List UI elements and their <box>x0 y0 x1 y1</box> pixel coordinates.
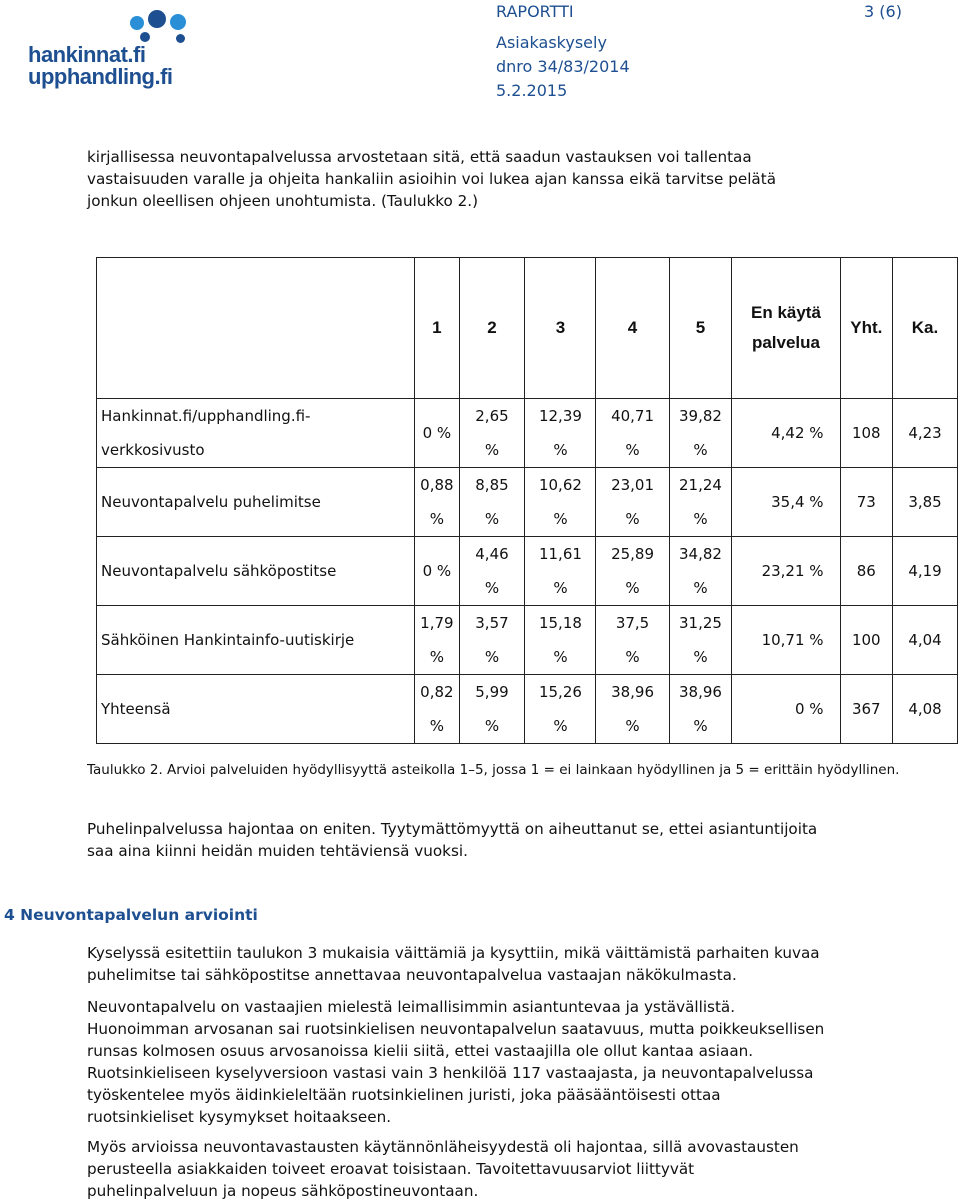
header-scale-4: 4 <box>596 258 669 399</box>
cell-scale-5: 21,24 % <box>669 468 732 537</box>
cell-no-use: 35,4 % <box>732 468 840 537</box>
row-label: Neuvontapalvelu sähköpostitse <box>97 537 415 606</box>
header-scale-2: 2 <box>459 258 525 399</box>
logo-line-2: upphandling.fi <box>28 64 173 89</box>
paragraph-questions: Kyselyssä esitettiin taulukon 3 mukaisia väittämiä ja kysyttiin, mikä väittämistä parhaiten kuvaa puhelimitse tai sähköpostitse annettavaa neuvontapalvelua vastaajan näkökulmasta. <box>87 944 820 984</box>
hankinnat-logo <box>28 6 218 89</box>
reference-number: dnro 34/83/2014 <box>496 57 630 76</box>
table-caption: Taulukko 2. Arvioi palveluiden hyödyllisyyttä asteikolla 1–5, jossa 1 = ei lainkaan hyödyllinen ja 5 = erittäin hyödyllinen. <box>87 762 900 778</box>
section-heading: 4 Neuvontapalvelun arviointi <box>4 906 258 924</box>
row-label: Hankinnat.fi/upphandling.fi- verkkosivusto <box>97 399 415 468</box>
cell-scale-1: 0,82 % <box>415 675 459 744</box>
cell-scale-4: 38,96 % <box>596 675 669 744</box>
logo-line-1: hankinnat.fi <box>28 42 146 67</box>
cell-total: 100 <box>840 606 893 675</box>
cell-no-use: 10,71 % <box>732 606 840 675</box>
cell-average: 4,04 <box>893 606 958 675</box>
cell-scale-5: 31,25 % <box>669 606 732 675</box>
cell-scale-2: 4,46 % <box>459 537 525 606</box>
cell-scale-4: 37,5 % <box>596 606 669 675</box>
page-number: 3 (6) <box>864 2 902 21</box>
report-label: RAPORTTI <box>496 2 574 21</box>
report-subtitle: Asiakaskysely <box>496 33 607 52</box>
cell-no-use: 0 % <box>732 675 840 744</box>
cell-average: 3,85 <box>893 468 958 537</box>
table-row <box>97 606 958 675</box>
header-no-use: En käytä palvelua <box>732 258 840 399</box>
row-label: Sähköinen Hankintainfo-uutiskirje <box>97 606 415 675</box>
paragraph-practicality: Myös arvioissa neuvontavastausten käytännönläheisyydestä oli hajontaa, sillä avovastausten perusteella asiakkaiden toiveet eroavat toisistaan. Tavoitettavuusarviot liittyvät puhelinpalveluun ja nopeus sähköpostineuvontaan. <box>87 1138 799 1200</box>
cell-scale-4: 23,01 % <box>596 468 669 537</box>
cell-scale-2: 2,65 % <box>459 399 525 468</box>
cell-scale-2: 5,99 % <box>459 675 525 744</box>
table-row <box>97 675 958 744</box>
header-total: Yht. <box>840 258 893 399</box>
header-scale-5: 5 <box>669 258 732 399</box>
usefulness-table <box>96 257 958 744</box>
cell-scale-4: 40,71 % <box>596 399 669 468</box>
cell-average: 4,19 <box>893 537 958 606</box>
cell-average: 4,08 <box>893 675 958 744</box>
cell-scale-3: 15,26 % <box>525 675 596 744</box>
cell-scale-5: 39,82 % <box>669 399 732 468</box>
header-empty <box>97 258 415 399</box>
row-label: Neuvontapalvelu puhelimitse <box>97 468 415 537</box>
cell-scale-1: 0 % <box>415 537 459 606</box>
cell-total: 86 <box>840 537 893 606</box>
cell-scale-1: 0,88 % <box>415 468 459 537</box>
cell-scale-2: 8,85 % <box>459 468 525 537</box>
cell-total: 73 <box>840 468 893 537</box>
cell-scale-5: 38,96 % <box>669 675 732 744</box>
row-label: Yhteensä <box>97 675 415 744</box>
cell-scale-3: 15,18 % <box>525 606 596 675</box>
cell-average: 4,23 <box>893 399 958 468</box>
cell-scale-2: 3,57 % <box>459 606 525 675</box>
cell-scale-1: 1,79 % <box>415 606 459 675</box>
cell-scale-3: 11,61 % <box>525 537 596 606</box>
table-header-row <box>97 258 958 399</box>
header-average: Ka. <box>893 258 958 399</box>
table-row <box>97 468 958 537</box>
cell-scale-1: 0 % <box>415 399 459 468</box>
cell-scale-5: 34,82 % <box>669 537 732 606</box>
cell-scale-3: 12,39 % <box>525 399 596 468</box>
cell-no-use: 23,21 % <box>732 537 840 606</box>
header-scale-3: 3 <box>525 258 596 399</box>
cell-scale-4: 25,89 % <box>596 537 669 606</box>
table-row <box>97 399 958 468</box>
cell-no-use: 4,42 % <box>732 399 840 468</box>
intro-paragraph: kirjallisessa neuvontapalvelussa arvostetaan sitä, että saadun vastauksen voi tallentaa vastaisuuden varalle ja ohjeita hankaliin asioihin voi lukea ajan kanssa eikä tarvitse pelätä jonkun oleellisen ohjeen unohtumista. (Taulukko 2.) <box>87 148 777 210</box>
cell-total: 108 <box>840 399 893 468</box>
note-paragraph: Puhelinpalvelussa hajontaa on eniten. Tyytymättömyyttä on aiheuttanut se, ettei asiantuntijoita saa aina kiinni heidän muiden tehtäviensä vuoksi. <box>87 820 818 860</box>
report-date: 5.2.2015 <box>496 81 568 100</box>
header-scale-1: 1 <box>415 258 459 399</box>
cell-total: 367 <box>840 675 893 744</box>
table-row <box>97 537 958 606</box>
paragraph-results: Neuvontapalvelu on vastaajien mielestä leimallisimmin asiantuntevaa ja ystävällistä. Huonoimman arvosanan sai ruotsinkielisen neuvontapalvelun saatavuus, mutta poikkeuksellisen runsas kolmosen osuus arvosanoissa kielii siitä, ettei vastaajilla ole ollut kantaa asiaan. Ruotsinkieliseen kyselyversioon vastasi vain 3 henkilöä 117 vastaajasta, ja neuvontapalvelussa työskentelee myös äidinkieleltään ruotsinkielinen juristi, joka pääsääntöisesti ottaa ruotsinkieliset kysymykset hoitaakseen. <box>87 998 825 1126</box>
cell-scale-3: 10,62 % <box>525 468 596 537</box>
